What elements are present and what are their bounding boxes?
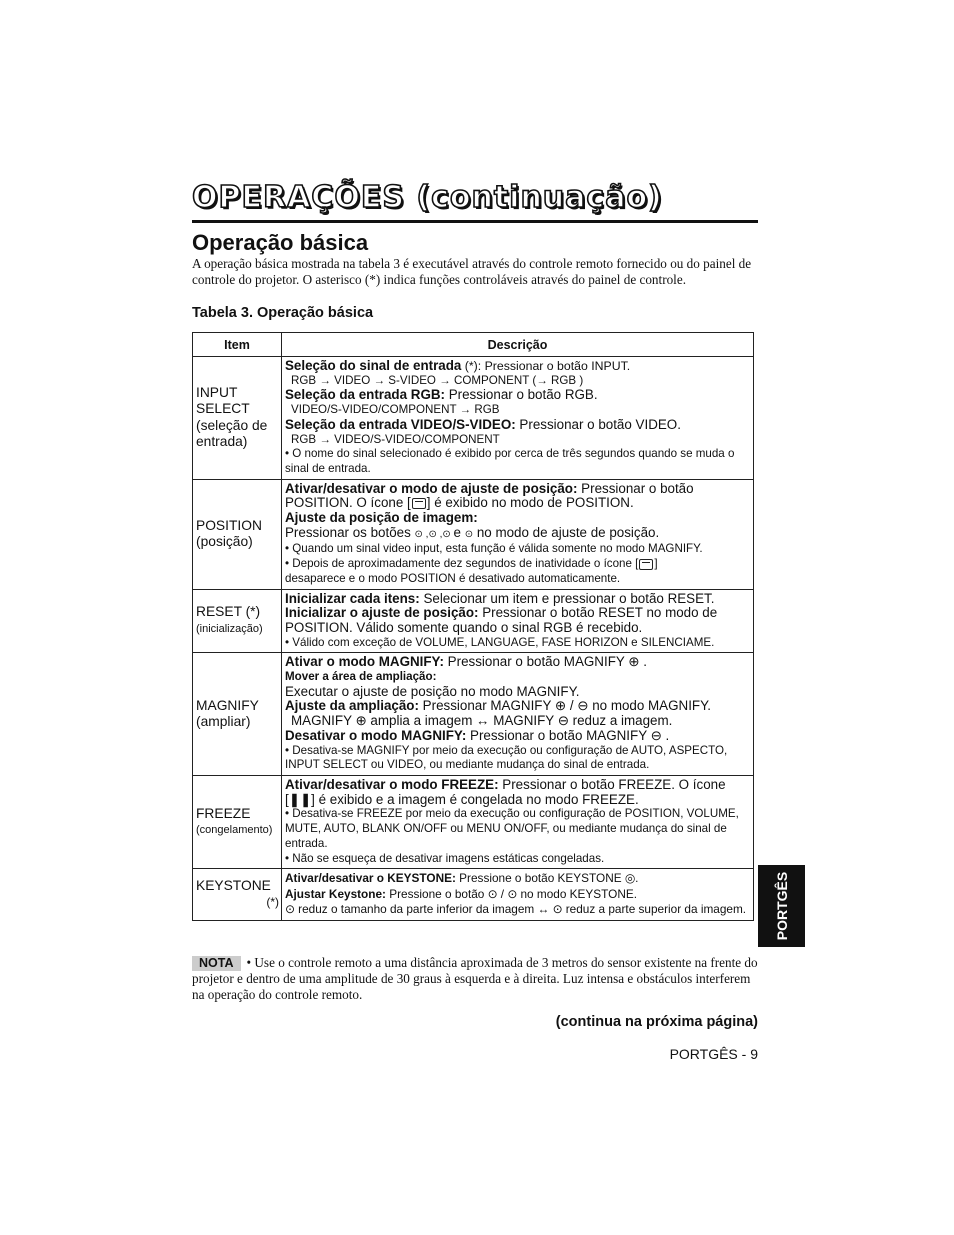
note-label: NOTA	[192, 956, 241, 971]
desc-text: • Depois de aproximadamente dez segundos de inatividade o ícone [	[285, 557, 639, 571]
desc-bold: Ativar o modo MAGNIFY:	[285, 654, 444, 670]
desc-bold: Desativar o modo MAGNIFY:	[285, 727, 467, 743]
desc-text: ]	[654, 557, 658, 571]
item-text: RESET (*)	[196, 604, 261, 620]
desc-text: RGB → VIDEO → S-VIDEO → COMPONENT (→ RGB )	[291, 373, 584, 387]
item-input-select	[193, 357, 282, 480]
note	[192, 955, 758, 1003]
desc-text: • O nome do sinal selecionado é exibido por cerca de três segundos quando se muda o sinal de entrada.	[285, 447, 735, 475]
side-tab	[758, 865, 805, 947]
desc-text: Pressionar o botão RESET no modo de POSITION. Válido somente quando o sinal RGB é recebido.	[285, 605, 718, 635]
desc-text: Selecionar um item e pressionar o botão RESET.	[419, 590, 715, 606]
chapter-rule	[192, 220, 758, 223]
item-text: KEYSTONE	[196, 877, 271, 893]
desc-text: • Válido com exceção de VOLUME, LANGUAGE, FASE HORIZON e SILENCIAME.	[285, 635, 715, 649]
desc-text: • Desativa-se FREEZE por meio da execução ou configuração de POSITION, VOLUME, MUTE, AUTO, BLANK ON/OFF ou MENU ON/OFF, ou mediante mudança do sinal de entrada.	[285, 807, 739, 850]
desc-text: Pressionar os botões	[285, 524, 415, 540]
note-text: • Use o controle remoto a uma distância aproximada de 3 metros do sensor existente na frente do projetor e dentro de uma amplitude de 30 graus à esquerda e à direita. Luz intensa e obstáculos interferem na operação do controle remoto.	[192, 955, 758, 1002]
desc-text: [❚❚] é exibido e a imagem é congelada no modo FREEZE.	[285, 791, 639, 807]
side-tab-label: PORTGÊS	[773, 871, 790, 941]
chapter-title: OPERAÇÕES (continuação)	[192, 180, 663, 215]
desc-input-select	[282, 357, 754, 480]
desc-position	[282, 479, 754, 589]
arrow-buttons-icon: ⊙ ,⊙ ,⊙	[414, 528, 454, 540]
table-header-row	[193, 333, 754, 357]
position-icon	[639, 559, 653, 570]
position-icon	[412, 498, 426, 509]
desc-bold: Ativar/desativar o modo de ajuste de posição:	[285, 480, 578, 496]
arrow-button-icon: ⊙	[464, 528, 474, 540]
desc-text: • Desativa-se MAGNIFY por meio da execução ou configuração de AUTO, ASPECTO, INPUT SELECT ou VIDEO, ou mediante mudança do sinal de entrada.	[285, 743, 728, 772]
table-row-magnify	[193, 653, 754, 776]
desc-text: no modo de ajuste de posição.	[473, 524, 660, 540]
desc-text: Pressionar o botão VIDEO.	[515, 416, 681, 432]
item-text: entrada)	[196, 434, 248, 450]
item-position	[193, 479, 282, 589]
desc-bold: Ajuste da ampliação:	[285, 698, 419, 714]
desc-keystone	[282, 869, 754, 921]
desc-text: POSITION. O ícone [	[285, 495, 411, 511]
desc-text: ] é exibido no modo de POSITION.	[426, 495, 634, 511]
desc-text: Pressionar o botão RGB.	[445, 387, 598, 403]
continue-text: (continua na próxima página)	[555, 1014, 758, 1030]
item-text: POSITION	[196, 517, 262, 533]
desc-text: Pressionar o botão MAGNIFY ⊕ .	[443, 654, 647, 670]
table-row-position	[193, 479, 754, 589]
desc-bold: Mover a área de ampliação:	[285, 670, 437, 684]
desc-bold: Seleção do sinal de entrada	[285, 358, 462, 373]
desc-text: • Não se esqueça de desativar imagens estáticas congeladas.	[285, 851, 605, 865]
table-row-input-select	[193, 357, 754, 480]
desc-text: (*): Pressionar o botão INPUT.	[461, 359, 631, 373]
desc-bold: Inicializar cada itens:	[285, 590, 420, 606]
item-text: (inicialização)	[196, 622, 263, 635]
table-caption: Tabela 3. Operação básica	[192, 305, 374, 321]
desc-text: ⊙ reduz o tamanho da parte inferior da imagem ↔ ⊙ reduz a parte superior da imagem.	[285, 902, 747, 917]
item-freeze	[193, 775, 282, 868]
desc-bold: Ajustar Keystone:	[285, 886, 386, 901]
desc-reset	[282, 589, 754, 653]
desc-freeze	[282, 775, 754, 868]
desc-text: MAGNIFY ⊕ amplia a imagem ↔ MAGNIFY ⊖ reduz a imagem.	[291, 713, 673, 729]
item-text: INPUT	[196, 384, 238, 400]
desc-text: RGB → VIDEO/S-VIDEO/COMPONENT	[291, 432, 500, 446]
desc-text: Pressionar o botão MAGNIFY ⊖ .	[466, 727, 670, 743]
item-text: MAGNIFY	[196, 697, 259, 713]
desc-text: Pressionar MAGNIFY ⊕ / ⊖ no modo MAGNIFY.	[418, 698, 712, 714]
item-text: (congelamento)	[196, 824, 273, 837]
desc-text: VIDEO/S-VIDEO/COMPONENT → RGB	[291, 403, 500, 417]
desc-text: e	[453, 524, 465, 540]
desc-text: desaparece e o modo POSITION é desativado automaticamente.	[285, 571, 621, 585]
desc-text: Pressionar o botão FREEZE. O ícone	[498, 776, 726, 792]
item-text: (seleção de	[196, 417, 268, 433]
item-text: (*)	[266, 895, 279, 910]
table-row-reset	[193, 589, 754, 653]
table-row-keystone	[193, 869, 754, 921]
header-description: Descrição	[282, 333, 754, 357]
item-magnify	[193, 653, 282, 776]
desc-text: Pressione o botão ⊙ / ⊙ no modo KEYSTONE.	[385, 886, 637, 901]
intro-paragraph: A operação básica mostrada na tabela 3 é executável através do controle remoto fornecido ou do painel de controle do projetor. O asterisco (*) indica funções controláveis através do painel de controle.	[192, 256, 752, 287]
desc-text: • Quando um sinal video input, esta função é válida somente no modo MAGNIFY.	[285, 542, 703, 556]
desc-bold: Ativar/desativar o modo FREEZE:	[285, 776, 499, 792]
item-text: (posição)	[196, 534, 253, 550]
item-reset	[193, 589, 282, 653]
desc-bold: Seleção da entrada RGB:	[285, 387, 445, 403]
header-item: Item	[193, 333, 282, 357]
page-number: PORTGÊS - 9	[669, 1046, 758, 1062]
desc-bold: Ativar/desativar o KEYSTONE:	[285, 871, 456, 886]
desc-bold: Inicializar o ajuste de posição:	[285, 605, 479, 621]
item-keystone	[193, 869, 282, 921]
section-title: Operação básica	[192, 230, 369, 255]
operations-table	[192, 332, 754, 921]
item-text: (ampliar)	[196, 714, 251, 730]
desc-bold: Ajuste da posição de imagem:	[285, 510, 478, 526]
desc-text: Pressione o botão KEYSTONE ◎.	[455, 871, 639, 886]
desc-magnify	[282, 653, 754, 776]
item-text: SELECT	[196, 401, 250, 417]
table-row-freeze	[193, 775, 754, 868]
desc-bold: Seleção da entrada VIDEO/S-VIDEO:	[285, 416, 516, 432]
desc-text: Executar o ajuste de posição no modo MAGNIFY.	[285, 683, 580, 699]
item-text: FREEZE	[196, 805, 251, 821]
desc-text: Pressionar o botão	[577, 480, 694, 496]
